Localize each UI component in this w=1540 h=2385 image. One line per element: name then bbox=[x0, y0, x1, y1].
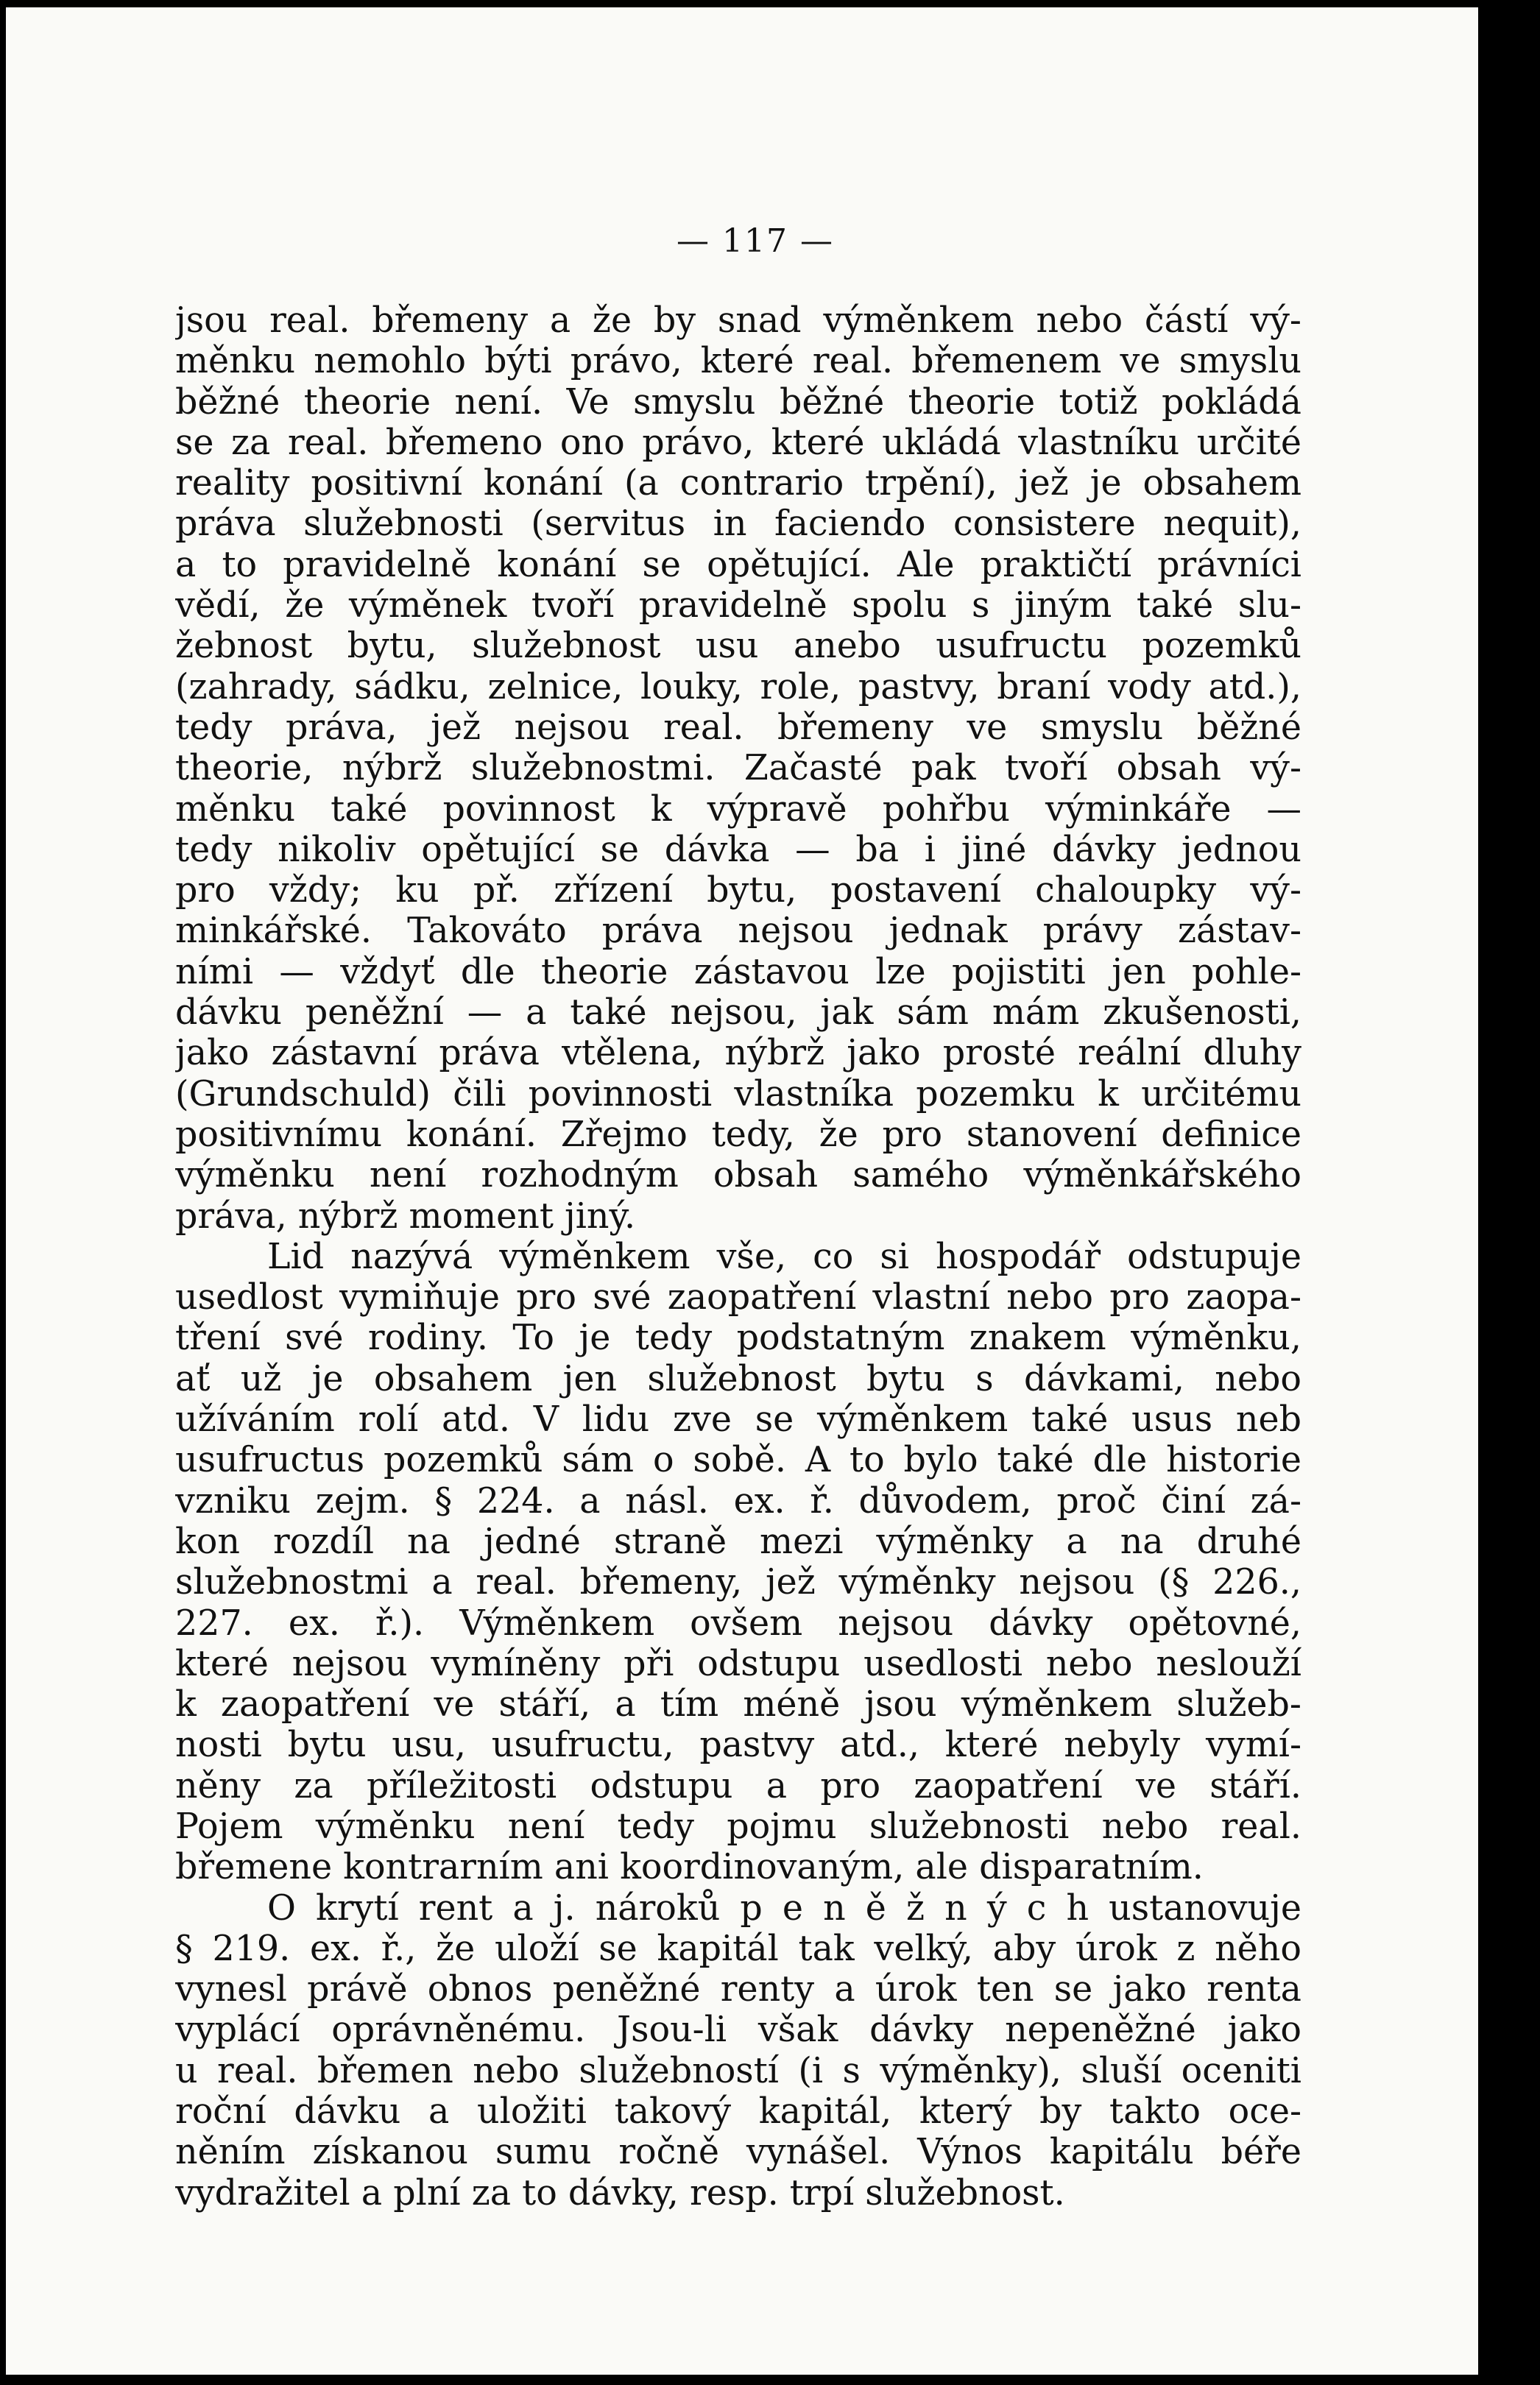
text-line: Pojem výměnku není tedy pojmu služebnosti nebo real. bbox=[175, 1806, 1301, 1847]
text-line: vydražitel a plní za to dávky, resp. trpí služebnost. bbox=[175, 2172, 1065, 2213]
text-line: usufructus pozemků sám o sobě. A to bylo také dle historie bbox=[175, 1440, 1301, 1481]
text-line: positivnímu konání. Zřejmo tedy, že pro stanovení definice bbox=[175, 1114, 1301, 1155]
text-line: u real. břemen nebo služebností (i s výměnky), sluší oceniti bbox=[175, 2050, 1301, 2091]
text-line: minkářské. Takováto práva nejsou jednak právy zástav- bbox=[175, 911, 1301, 952]
text-line: měnku také povinnost k výpravě pohřbu výminkáře — bbox=[175, 788, 1301, 830]
text-line: vyplácí oprávněnému. Jsou-li však dávky nepeněžné jako bbox=[175, 2010, 1301, 2051]
text-line: služebnostmi a real. břemeny, jež výměnky nejsou (§ 226., bbox=[175, 1562, 1301, 1603]
text-line: měnku nemohlo býti právo, které real. břemenem ve smyslu bbox=[175, 341, 1301, 382]
scan-border bbox=[1478, 7, 1505, 2375]
text-line: běžné theorie není. Ve smyslu běžné theorie totiž pokládá bbox=[175, 381, 1301, 423]
text-line: ať už je obsahem jen služebnost bytu s dávkami, nebo bbox=[175, 1358, 1301, 1399]
text-line: O krytí rent a j. nároků p e n ě ž n ý c h ustanovuje bbox=[267, 1887, 1301, 1929]
text-line: nosti bytu usu, usufructu, pastvy atd., které nebyly vymí- bbox=[175, 1725, 1301, 1766]
text-line: kon rozdíl na jedné straně mezi výměnky a na druhé bbox=[175, 1521, 1301, 1562]
text-line: tedy nikoliv opětující se dávka — ba i jiné dávky jednou bbox=[175, 829, 1301, 870]
text-line: dávku peněžní — a také nejsou, jak sám mám zkušenosti, bbox=[175, 992, 1301, 1034]
text-line: Lid nazývá výměnkem vše, co si hospodář odstupuje bbox=[267, 1236, 1301, 1277]
text-line: práva, nýbrž moment jiný. bbox=[175, 1195, 636, 1237]
body-text bbox=[175, 300, 1301, 2213]
text-line: usedlost vymiňuje pro své zaopatření vlastní nebo pro zaopa- bbox=[175, 1277, 1301, 1318]
text-line: výměnku není rozhodným obsah samého výměnkářského bbox=[175, 1155, 1301, 1196]
text-line: něním získanou sumu ročně vynášel. Výnos kapitálu béře bbox=[175, 2132, 1301, 2173]
text-line: vynesl právě obnos peněžné renty a úrok ten se jako renta bbox=[175, 1969, 1301, 2010]
text-line: tedy práva, jež nejsou real. břemeny ve smyslu běžné bbox=[175, 707, 1301, 748]
text-line: vědí, že výměnek tvoří pravidelně spolu s jiným také slu- bbox=[175, 585, 1301, 626]
text-line: k zaopatření ve stáří, a tím méně jsou výměnkem služeb- bbox=[175, 1684, 1301, 1725]
text-line: ními — vždyť dle theorie zástavou lze pojistiti jen pohle- bbox=[175, 951, 1301, 992]
text-line: (Grundschuld) čili povinnosti vlastníka pozemku k určitému bbox=[175, 1073, 1301, 1114]
text-line: § 219. ex. ř., že uloží se kapitál tak velký, aby úrok z něho bbox=[175, 1928, 1301, 1969]
text-line: reality positivní konání (a contrario trpění), jež je obsahem bbox=[175, 463, 1301, 504]
text-line: a to pravidelně konání se opětující. Ale praktičtí právníci bbox=[175, 544, 1301, 585]
text-line: břemene kontrarním ani koordinovaným, ale disparatním. bbox=[175, 1847, 1204, 1888]
text-line: se za real. břemeno ono právo, které ukládá vlastníku určité bbox=[175, 422, 1301, 463]
text-line: práva služebnosti (servitus in faciendo consistere nequit), bbox=[175, 504, 1301, 545]
text-line: tření své rodiny. To je tedy podstatným znakem výměnku, bbox=[175, 1318, 1301, 1359]
text-line: jsou real. břemeny a že by snad výměnkem nebo částí vý- bbox=[175, 300, 1301, 341]
page-number: — 117 — bbox=[677, 222, 834, 260]
text-line: které nejsou vymíněny při odstupu usedlosti nebo neslouží bbox=[175, 1643, 1301, 1684]
text-line: 227. ex. ř.). Výměnkem ovšem nejsou dávky opětovné, bbox=[175, 1603, 1301, 1644]
text-line: vzniku zejm. § 224. a násl. ex. ř. důvodem, proč činí zá- bbox=[175, 1480, 1301, 1522]
text-line: jako zástavní práva vtělena, nýbrž jako prosté reální dluhy bbox=[175, 1033, 1301, 1074]
text-line: pro vždy; ku př. zřízení bytu, postavení chaloupky vý- bbox=[175, 870, 1301, 911]
text-line: (zahrady, sádku, zelnice, louky, role, pastvy, braní vody atd.), bbox=[175, 666, 1301, 707]
text-line: užíváním rolí atd. V lidu zve se výměnkem také usus neb bbox=[175, 1399, 1301, 1441]
text-line: něny za příležitosti odstupu a pro zaopatření ve stáří. bbox=[175, 1765, 1301, 1806]
text-line: žebnost bytu, služebnost usu anebo usufructu pozemků bbox=[175, 626, 1301, 667]
text-line: theorie, nýbrž služebnostmi. Začasté pak tvoří obsah vý- bbox=[175, 748, 1301, 789]
text-line: roční dávku a uložiti takový kapitál, který by takto oce- bbox=[175, 2091, 1301, 2133]
page-sheet bbox=[6, 7, 1505, 2375]
